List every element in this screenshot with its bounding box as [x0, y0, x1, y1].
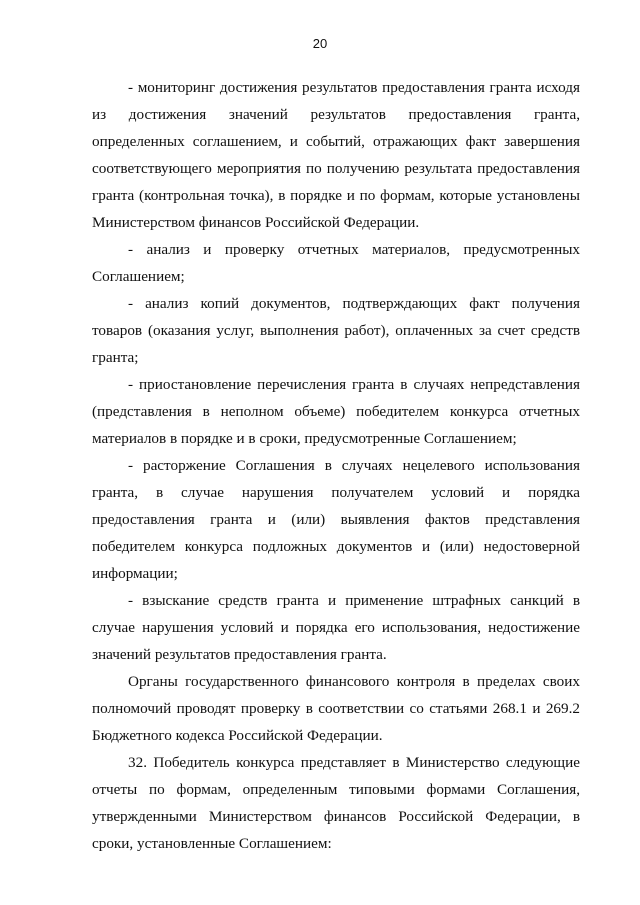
- paragraph-financial-control: Органы государственного финансового контроля в пределах своих полномочий проводят проверку в соответствии со статьями 268.1 и 269.2 Бюджетного кодекса Российской Федерации.: [92, 673, 580, 744]
- paragraph-grant-recovery: - взыскание средств гранта и применение штрафных санкций в случае нарушения условий и порядка его использования, недостижение значений результатов предоставления гранта.: [92, 592, 580, 663]
- document-body: [92, 74, 580, 857]
- paragraph-section-32: 32. Победитель конкурса представляет в Министерство следующие отчеты по формам, определенным типовыми формами Соглашения, утвержденными Министерством финансов Российской Федерации, в сроки, установленные Соглашением:: [92, 754, 580, 852]
- paragraph-agreement-termination: - расторжение Соглашения в случаях нецелевого использования гранта, в случае нарушения получателем условий и порядка предоставления гранта и (или) выявления фактов представления победителем конкурса подложных документов и (или) недостоверной информации;: [92, 457, 580, 582]
- paragraph-grant-suspension: - приостановление перечисления гранта в случаях непредставления (представления в неполном объеме) победителем конкурса отчетных материалов в порядке и в сроки, предусмотренные Соглашением;: [92, 376, 580, 447]
- paragraph-document-copies-analysis: - анализ копий документов, подтверждающих факт получения товаров (оказания услуг, выполнения работ), оплаченных за счет средств гранта;: [92, 295, 580, 366]
- paragraph-monitoring: - мониторинг достижения результатов предоставления гранта исходя из достижения значений результатов предоставления гранта, определенных соглашением, и событий, отражающих факт завершения соответствующего мероприятия по получению результата предоставления гранта (контрольная точка), в порядке и по формам, которые установлены Министерством финансов Российской Федерации.: [92, 79, 580, 231]
- page-number: 20: [312, 36, 328, 51]
- paragraph-report-analysis: - анализ и проверку отчетных материалов, предусмотренных Соглашением;: [92, 241, 580, 285]
